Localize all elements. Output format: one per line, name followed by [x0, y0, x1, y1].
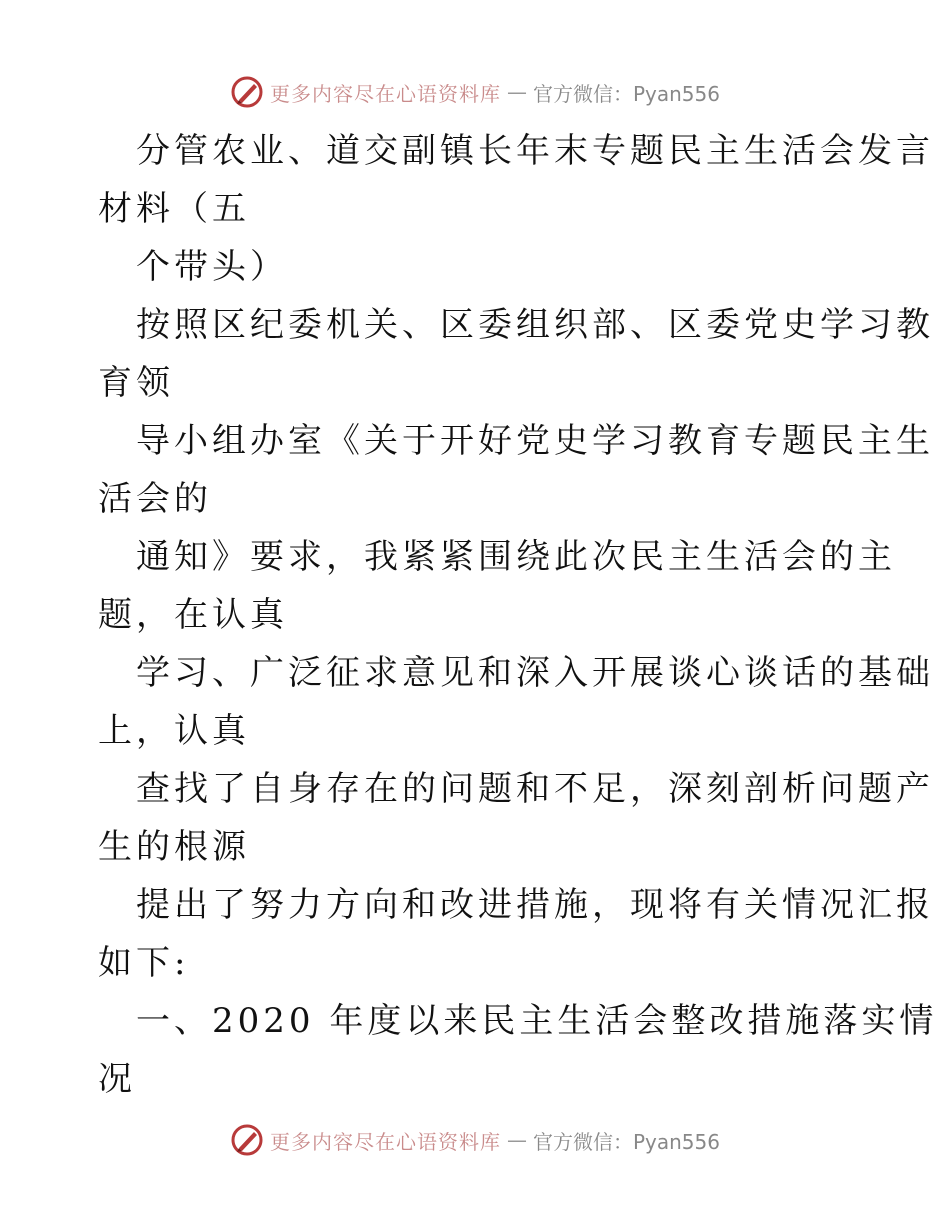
text-line: 如下:: [98, 943, 190, 983]
text-line: 上，认真: [98, 711, 250, 751]
text-line: 按照区纪委机关、区委组织部、区委党史学习教: [136, 305, 934, 345]
text-line: 活会的: [98, 479, 212, 519]
text-line: 学习、广泛征求意见和深入开展谈心谈话的基础: [136, 653, 934, 693]
text-line: 生的根源: [98, 827, 250, 867]
text-line: 通知》要求，我紧紧围绕此次民主生活会的主: [136, 537, 896, 577]
watermark-text: 更多内容尽在心语资料库: [269, 1129, 501, 1154]
header-watermark: [0, 72, 950, 112]
text-line: 材料（五: [98, 189, 250, 229]
footer-watermark: [0, 1120, 950, 1160]
pen-logo-icon: [230, 1123, 264, 1157]
pen-logo-icon: [230, 75, 264, 109]
watermark-dash: —: [506, 1128, 527, 1152]
watermark-contact: 官方微信：Pyan556: [532, 81, 720, 106]
text-line: 查找了自身存在的问题和不足，深刻剖析问题产: [136, 769, 934, 809]
text-line: 提出了努力方向和改进措施，现将有关情况汇报: [136, 885, 934, 925]
text-line: 一、2020 年度以来民主生活会整改措施落实情: [136, 1001, 938, 1041]
text-line: 育领: [98, 363, 174, 403]
watermark-contact: 官方微信：Pyan556: [532, 1129, 720, 1154]
watermark-text: 更多内容尽在心语资料库: [269, 81, 501, 106]
text-line: 个带头）: [136, 247, 288, 287]
watermark-dash: —: [506, 80, 527, 104]
document-body: [98, 122, 938, 1108]
text-line: 导小组办室《关于开好党史学习教育专题民主生: [136, 421, 934, 461]
text-line: 分管农业、道交副镇长年末专题民主生活会发言: [136, 131, 934, 171]
text-line: 况: [98, 1059, 136, 1099]
text-line: 题，在认真: [98, 595, 288, 635]
